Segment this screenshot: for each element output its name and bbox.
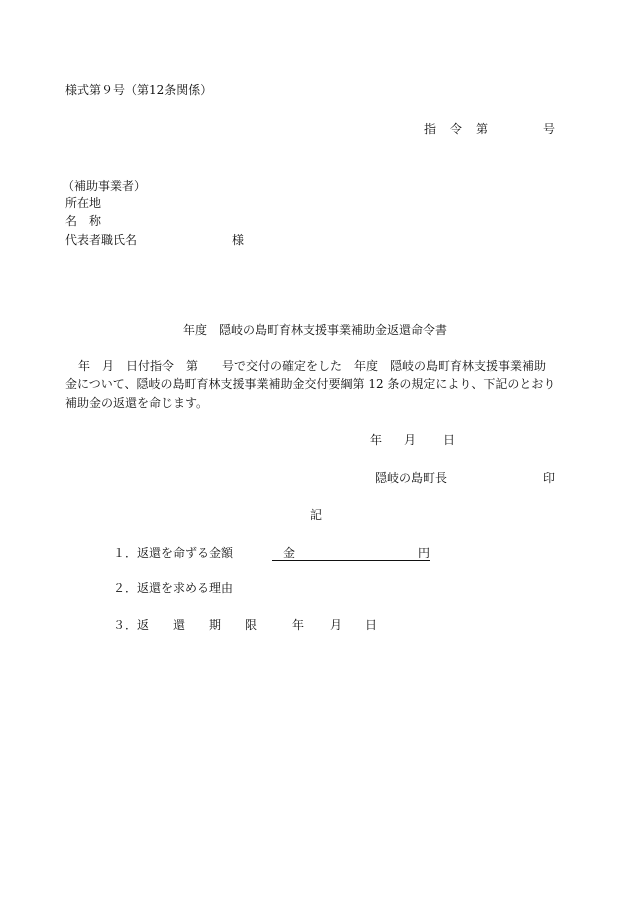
directive-number-suffix: 号 [543, 122, 556, 136]
directive-number-prefix: 指 令 第 [424, 122, 490, 136]
item-3-label: ３．返 還 期 限 [113, 618, 258, 632]
representative-label: 代表者職氏名 [65, 233, 138, 247]
item-1-label: １．返還を命ずる金額 [113, 546, 234, 560]
address-label: 所在地 [65, 196, 102, 210]
body-line-3: 補助金の返還を命じます。 [65, 396, 209, 410]
amount-prefix: 金 [283, 546, 296, 560]
date-day: 日 [443, 433, 456, 447]
document-title: 年度 隠岐の島町育林支援事業補助金返還命令書 [183, 323, 448, 337]
amount-suffix: 円 [418, 546, 431, 560]
name-label: 名 称 [65, 214, 102, 228]
deadline-year: 年 [292, 618, 305, 632]
seal-mark: 印 [543, 471, 556, 485]
item-2-label: ２．返還を求める理由 [113, 581, 234, 595]
amount-field [272, 546, 430, 561]
date-month: 月 [404, 433, 417, 447]
issuer-name: 隠岐の島町長 [375, 471, 448, 485]
body-line-1: 年 月 日付指令 第 号で交付の確定をした 年度 隠岐の島町育林支援事業補助 [78, 359, 547, 373]
notes-heading: 記 [310, 508, 323, 522]
deadline-month: 月 [330, 618, 343, 632]
body-line-2: 金について、隠岐の島町育林支援事業補助金交付要綱第 12 条の規定により、下記のとおり [65, 377, 556, 391]
deadline-day: 日 [365, 618, 378, 632]
form-number: 様式第９号（第12条関係） [65, 83, 213, 97]
honorific: 様 [232, 233, 245, 247]
recipient-heading: （補助事業者） [62, 179, 147, 193]
date-year: 年 [370, 433, 383, 447]
